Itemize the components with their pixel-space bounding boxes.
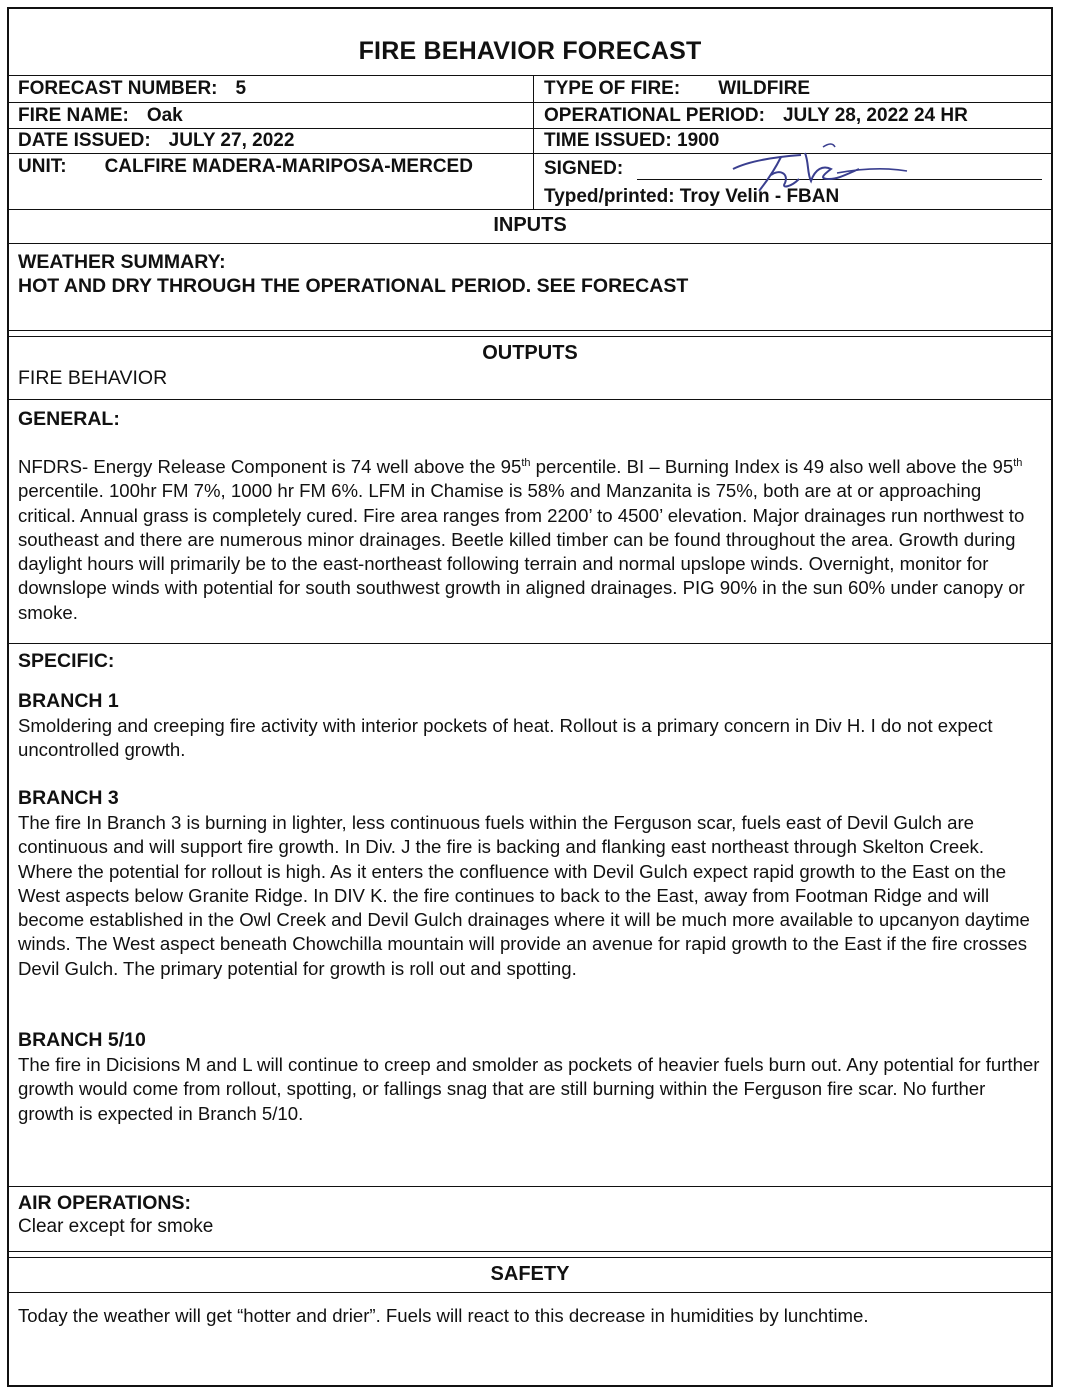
time-issued-row [544, 130, 719, 152]
air-operations-bottom-rule-b [9, 1257, 1051, 1258]
unit-label: UNIT: [18, 156, 67, 177]
signed-label: SIGNED: [544, 158, 624, 179]
fire-name-row [18, 105, 183, 127]
branch-5-10-label: BRANCH 5/10 [18, 1029, 146, 1051]
operational-period-value: JULY 28, 2022 24 HR [782, 105, 968, 126]
typed-printed-name: Typed/printed: Troy Velin - FBAN [544, 186, 840, 207]
type-of-fire-label: TYPE OF FIRE: [544, 78, 681, 99]
branch-3-text: The fire In Branch 3 is burning in lighter, less continuous fuels within the Ferguson scar, fuels east of Devil Gulch are continuous and will support fire growth. In Div. J the fire is backing and flanking east northeast through Skelton Creek. Where the potential for rollout is high. As it enters the confluence with Devil Gulch expect rapid growth to the East on the West aspects below Granite Ridge. In DIV K. the fire continues to back to the East, away from Footman Ridge and will become established in the Owl Creek and Devil Gulch drainages where it will be much more available to upcanyon daytime winds. The West aspect beneath Chowchilla mountain will provide an avenue for rapid growth to the East if the fire crosses Devil Gulch. The primary potential for growth is roll out and spotting. [18, 812, 1030, 979]
air-operations-bottom-rule-a [9, 1251, 1051, 1252]
specific-bottom-rule [9, 1186, 1051, 1187]
inputs-rule [9, 243, 1051, 244]
date-issued-row [18, 130, 294, 152]
header-bottom-rule [9, 209, 1051, 210]
header-rule-1 [9, 102, 1051, 103]
weather-summary-label: WEATHER SUMMARY: [18, 251, 226, 273]
branch-5-10-text: The fire in Dicisions M and L will continue to creep and smolder as pockets of heavier fuels burn out. Any potential for further growth would come from rollout, spotting, or fallings snag that are still burning within the Ferguson fire scar. No further growth is expected in Branch 5/10. [18, 1054, 1040, 1124]
branch-1-label: BRANCH 1 [18, 690, 119, 712]
general-bottom-rule [9, 643, 1051, 644]
unit-row [18, 156, 473, 178]
general-paragraph: NFDRS- Energy Release Component is 74 well above the 95th percentile. BI – Burning Index is 49 also well above the 95th percentile. 100hr FM 7%, 1000 hr FM 6%. LFM in Chamise is 58% and Manzanita is 75%, both are at or approaching critical. Annual grass is completely cured. Fire area ranges from 2200’ to 4500’ elevation. Major drainages run northwest to southeast and there are numerous minor drainages. Beetle killed timber can be found throughout the area. Growth during daylight hours will primarily be to the east-northeast following terrain and normal upslope winds. Overnight, monitor for downslope winds with potential for south southwest growth in aligned drainages. PIG 90% in the sun 60% under canopy or smoke. [18, 456, 1025, 623]
fire-name-value: Oak [146, 105, 183, 126]
header-column-divider [533, 75, 534, 209]
inputs-bottom-rule-a [9, 330, 1051, 331]
forecast-number-label: FORECAST NUMBER: [18, 78, 218, 99]
date-issued-label: DATE ISSUED: [18, 130, 151, 151]
header-top-rule [9, 75, 1051, 76]
safety-text: Today the weather will get “hotter and drier”. Fuels will react to this decrease in humidities by lunchtime. [18, 1305, 869, 1326]
safety-rule [9, 1292, 1051, 1293]
date-issued-value: JULY 27, 2022 [168, 130, 295, 151]
outputs-rule [9, 399, 1051, 400]
forecast-number-value: 5 [235, 78, 247, 99]
unit-value: CALFIRE MADERA-MARIPOSA-MERCED [104, 156, 473, 177]
branch-3-label: BRANCH 3 [18, 787, 119, 809]
inputs-bottom-rule-b [9, 336, 1051, 337]
document-title: FIRE BEHAVIOR FORECAST [358, 37, 702, 65]
air-operations-label: AIR OPERATIONS: [18, 1192, 191, 1214]
outputs-heading: OUTPUTS [482, 342, 578, 364]
operational-period-label: OPERATIONAL PERIOD: [544, 105, 765, 126]
forecast-number-row [18, 78, 246, 100]
time-issued-label: TIME ISSUED: [544, 130, 672, 151]
air-operations-text: Clear except for smoke [18, 1216, 214, 1237]
branch-1-text: Smoldering and creeping fire activity with interior pockets of heat. Rollout is a primary concern in Div H. I do not expect uncontrolled growth. [18, 715, 993, 761]
safety-heading: SAFETY [490, 1263, 570, 1285]
type-of-fire-row [544, 78, 810, 100]
specific-label: SPECIFIC: [18, 650, 115, 672]
inputs-heading: INPUTS [493, 214, 567, 236]
type-of-fire-value: WILDFIRE [718, 78, 811, 99]
fire-name-label: FIRE NAME: [18, 105, 129, 126]
header-rule-2 [9, 128, 1051, 129]
operational-period-row [544, 105, 968, 127]
weather-summary-text: HOT AND DRY THROUGH THE OPERATIONAL PERIOD. SEE FORECAST [18, 275, 689, 297]
forecast-form [7, 7, 1053, 1387]
time-issued-value: 1900 [677, 130, 720, 151]
fire-behavior-label: FIRE BEHAVIOR [18, 367, 168, 389]
general-label: GENERAL: [18, 408, 120, 430]
